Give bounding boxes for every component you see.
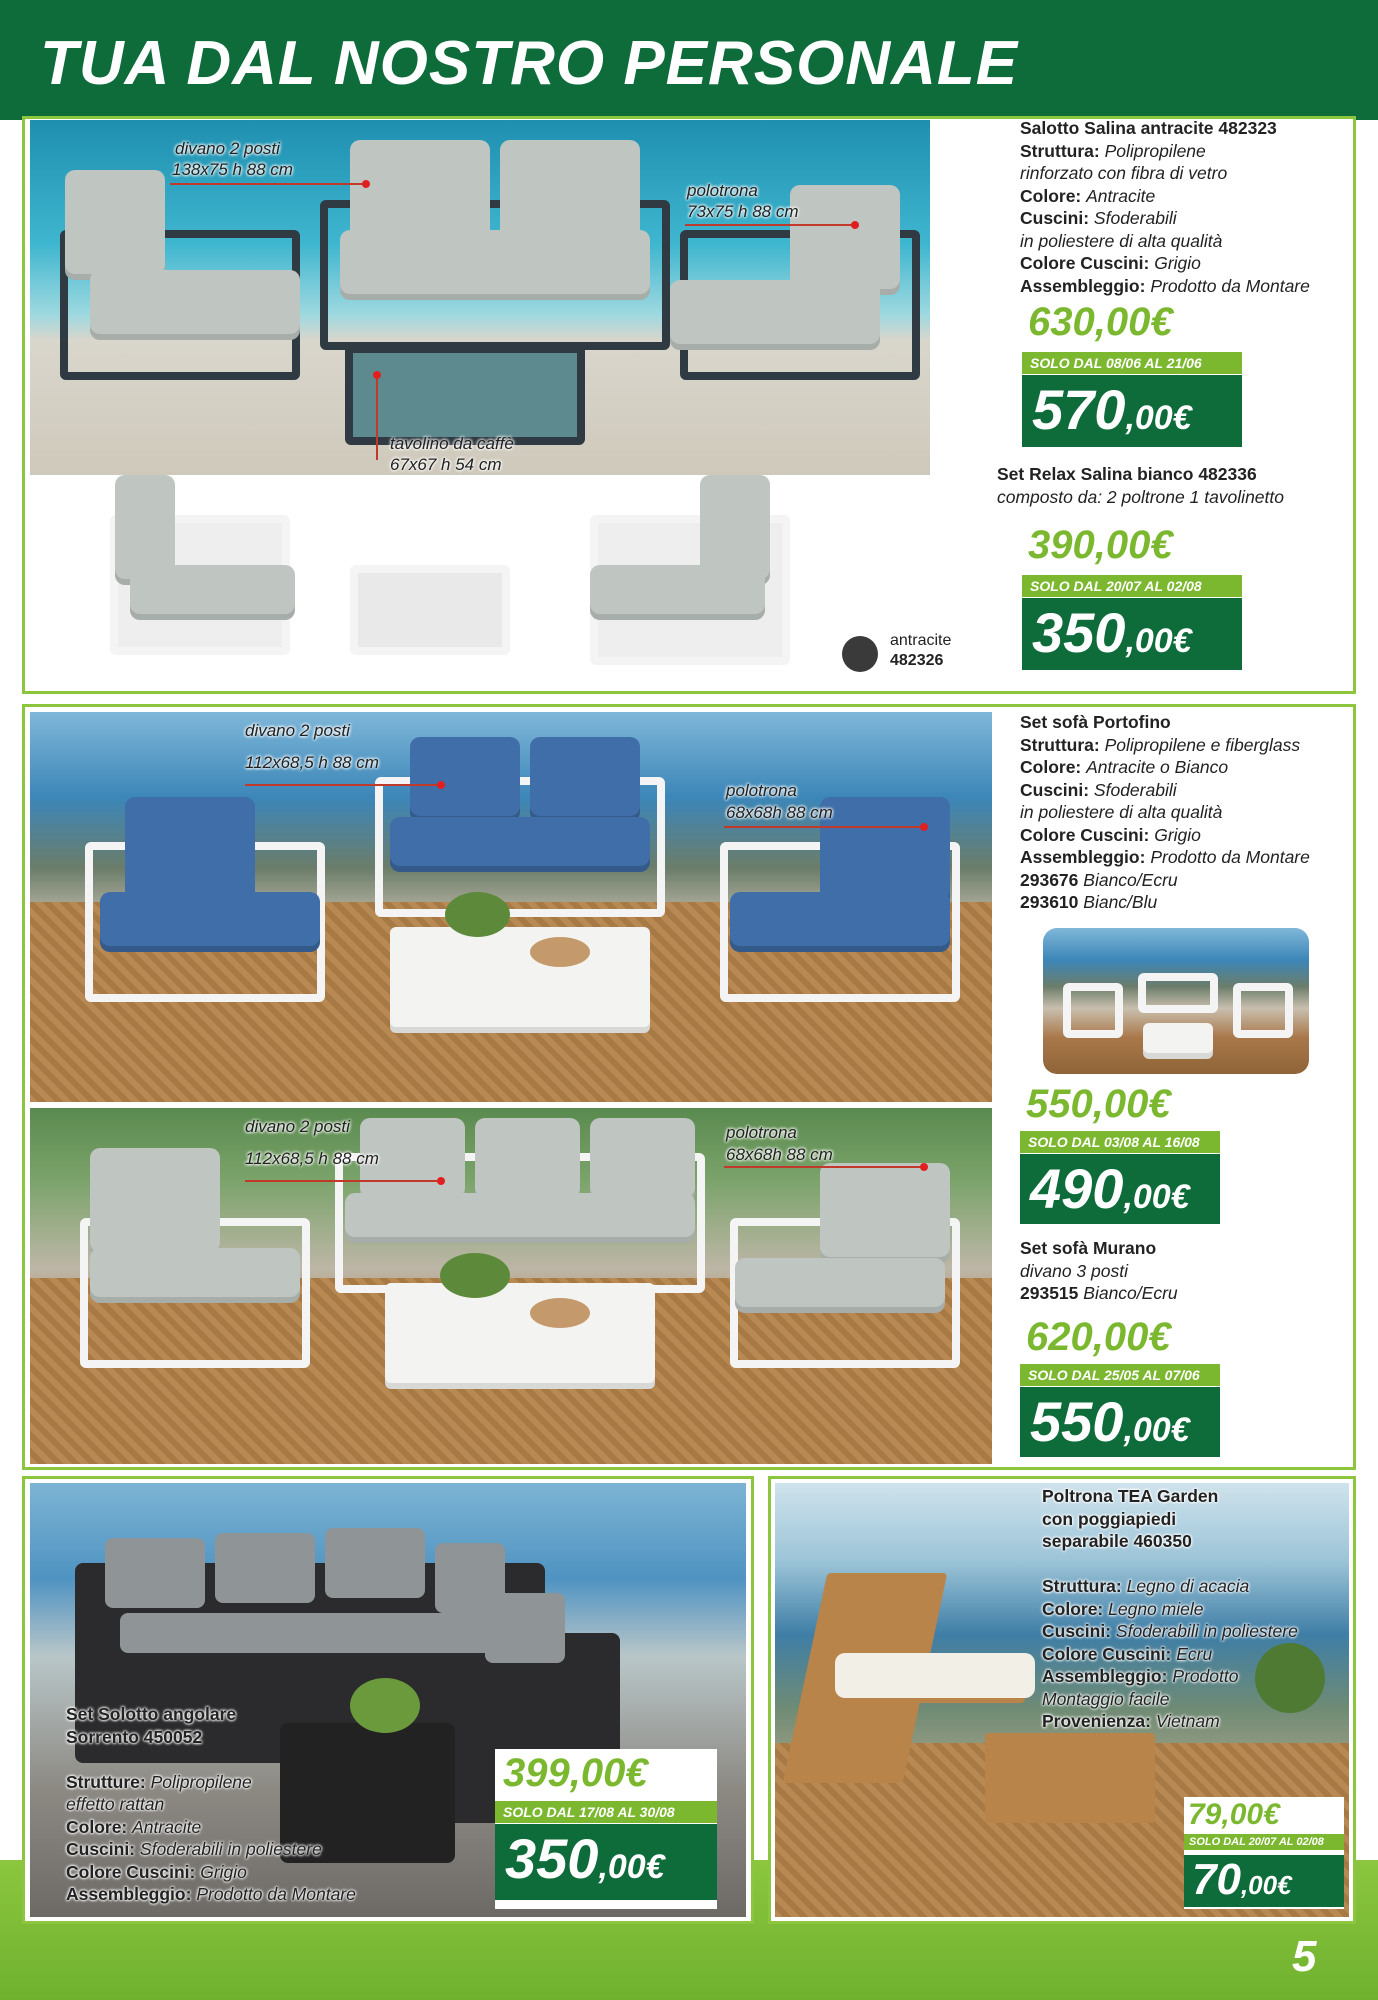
spec-key: Provenienza: xyxy=(1042,1711,1151,1731)
spec-value: Prodotto da Montare xyxy=(1150,847,1310,867)
product-title: con poggiapiedi xyxy=(1042,1508,1177,1529)
spec-key: Assembleggio: xyxy=(1020,847,1146,867)
dim-sofa-size: 112x68,5 h 88 cm xyxy=(245,753,379,772)
spec-value: Polipropilene xyxy=(150,1771,252,1792)
swatch-code: 482326 xyxy=(890,652,944,669)
spec-value: Prodotto da Montare xyxy=(196,1884,356,1904)
spec-value: Antracite xyxy=(1086,185,1156,206)
dim-table-label: tavolino da caffè xyxy=(390,434,514,453)
spec-value: Legno di acacia xyxy=(1126,1576,1250,1596)
product-variant: Bianco/Ecru xyxy=(1083,869,1178,890)
dim-armchair-size: 68x68h 88 cm xyxy=(726,803,833,822)
product-code: 293610 xyxy=(1020,892,1079,912)
spec-value: in poliestere di alta qualità xyxy=(1020,802,1223,822)
spec-key: Cuscini: xyxy=(1020,779,1090,800)
swatch-name: antracite xyxy=(890,632,952,649)
dim-armchair-line xyxy=(724,826,924,828)
new-price-int: 350 xyxy=(505,1827,599,1890)
spec-key: Colore Cuscini: xyxy=(66,1861,196,1882)
spec-key: Assembleggio: xyxy=(1042,1666,1168,1686)
spec-key: Colore: xyxy=(1020,757,1082,777)
new-price xyxy=(1020,1154,1220,1224)
new-price-dec: ,00€ xyxy=(1125,399,1192,437)
new-price xyxy=(1022,375,1242,447)
spec-key: Cuscini: xyxy=(1020,208,1090,228)
dim-sofa-dot xyxy=(362,180,370,188)
product-title: Set Relax Salina bianco 482336 xyxy=(997,464,1257,484)
spec-value: rinforzato con fibra di vetro xyxy=(1020,163,1228,183)
spec-key: Colore Cuscini: xyxy=(1020,253,1150,273)
product-code: 293515 xyxy=(1020,1283,1079,1303)
spec-value: Polipropilene xyxy=(1104,140,1206,161)
dim-sofa-line xyxy=(170,183,365,185)
spec-value: Prodotto da Montare xyxy=(1150,275,1310,296)
spec-value: Legno miele xyxy=(1108,1598,1204,1619)
new-price xyxy=(1020,1387,1220,1457)
product-code: 293676 xyxy=(1020,869,1079,890)
product-subtitle: divano 3 posti xyxy=(1020,1260,1128,1281)
spec-value: Grigio xyxy=(200,1861,247,1882)
dim-sofa-dot xyxy=(437,1177,445,1185)
dim-table-line xyxy=(376,375,378,460)
product-title: Salotto Salina antracite 482323 xyxy=(1020,118,1277,138)
new-price-int: 490 xyxy=(1030,1157,1124,1220)
color-swatch xyxy=(842,636,878,672)
product-variant: Bianco/Ecru xyxy=(1083,1283,1178,1303)
dim-table-dot xyxy=(373,371,381,379)
spec-tea-garden xyxy=(1042,1485,1298,1733)
dim-sofa-label: divano 2 posti xyxy=(245,1117,350,1136)
dim-sofa-size: 112x68,5 h 88 cm xyxy=(245,1149,379,1168)
new-price-dec: ,00€ xyxy=(1123,1178,1190,1216)
dim-sofa-size: 138x75 h 88 cm xyxy=(172,160,293,179)
dim-sofa-dot xyxy=(437,781,445,789)
spec-value: Ecru xyxy=(1176,1643,1213,1664)
product-title: Set Solotto angolare xyxy=(66,1704,237,1724)
old-price: 630,00€ xyxy=(1028,300,1173,344)
spec-value: Sfoderabili in poliestere xyxy=(139,1839,322,1859)
spec-key: Colore: xyxy=(1042,1598,1104,1619)
spec-value: Polipropilene e fiberglass xyxy=(1104,734,1301,755)
spec-value: effetto rattan xyxy=(66,1794,165,1814)
spec-value: Vietnam xyxy=(1155,1711,1220,1731)
spec-value: Sfoderabili xyxy=(1093,779,1177,800)
dim-sofa-line xyxy=(245,1180,440,1182)
spec-value: Prodotto xyxy=(1172,1666,1239,1686)
new-price-int: 570 xyxy=(1032,378,1126,441)
dim-armchair-dot xyxy=(851,221,859,229)
photo-relax-salina xyxy=(30,475,860,685)
spec-value: Antracite xyxy=(132,1816,202,1837)
promo-dates: SOLO DAL 20/07 AL 02/08 xyxy=(1184,1834,1344,1850)
spec-value: Sfoderabili in poliestere xyxy=(1115,1621,1298,1641)
spec-key: Strutture: xyxy=(66,1771,146,1792)
spec-key: Assembleggio: xyxy=(66,1884,192,1904)
dim-sofa-label: divano 2 posti xyxy=(175,139,280,158)
spec-murano xyxy=(1020,1237,1178,1305)
photo-set-portofino xyxy=(30,712,992,1102)
spec-key: Struttura: xyxy=(1042,1576,1122,1596)
spec-key: Cuscini: xyxy=(1042,1621,1112,1641)
dim-armchair-line xyxy=(685,224,855,226)
dim-table-size: 67x67 h 54 cm xyxy=(390,455,502,474)
dim-sofa-line xyxy=(245,784,440,786)
product-title: Sorrento 450052 xyxy=(66,1726,203,1747)
photo-set-murano xyxy=(30,1108,992,1464)
product-variant: Bianc/Blu xyxy=(1083,892,1158,912)
dim-armchair-label: polotrona xyxy=(726,781,797,800)
product-title: Poltrona TEA Garden xyxy=(1042,1486,1219,1506)
old-price: 399,00€ xyxy=(503,1751,648,1795)
spec-key: Cuscini: xyxy=(66,1839,136,1859)
swatch-label xyxy=(890,631,951,671)
product-title: separabile 460350 xyxy=(1042,1531,1192,1551)
dim-armchair-dot xyxy=(920,823,928,831)
photo-portofino-thumb xyxy=(1043,928,1309,1074)
new-price-int: 550 xyxy=(1030,1390,1124,1453)
spec-value: Grigio xyxy=(1154,824,1201,845)
new-price xyxy=(1184,1855,1344,1907)
spec-relax-salina xyxy=(997,463,1284,508)
page-title: TUA DAL NOSTRO PERSONALE xyxy=(40,29,1019,98)
spec-key: Colore Cuscini: xyxy=(1020,824,1150,845)
photo-salotto-salina xyxy=(30,120,930,475)
promo-dates: SOLO DAL 17/08 AL 30/08 xyxy=(495,1801,717,1823)
old-price: 550,00€ xyxy=(1026,1082,1171,1126)
old-price: 620,00€ xyxy=(1026,1315,1171,1359)
spec-key: Struttura: xyxy=(1020,734,1100,755)
dim-sofa-label: divano 2 posti xyxy=(245,721,350,740)
page-number: 5 xyxy=(1292,1932,1317,1981)
product-subtitle: composto da: 2 poltrone 1 tavolinetto xyxy=(997,486,1284,507)
spec-salotto-salina xyxy=(1020,117,1310,297)
product-title: Set sofà Portofino xyxy=(1020,712,1171,732)
new-price xyxy=(495,1824,717,1900)
new-price-int: 70 xyxy=(1192,1855,1241,1904)
spec-sorrento xyxy=(66,1703,356,1906)
spec-value: Sfoderabili xyxy=(1093,208,1177,228)
dim-armchair-size: 73x75 h 88 cm xyxy=(687,202,799,221)
dim-armchair-size: 68x68h 88 cm xyxy=(726,1145,833,1164)
spec-value: Montaggio facile xyxy=(1042,1688,1170,1709)
spec-portofino xyxy=(1020,711,1310,914)
new-price-dec: ,00€ xyxy=(1240,1870,1292,1900)
product-title: Set sofà Murano xyxy=(1020,1238,1157,1258)
spec-value: in poliestere di alta qualità xyxy=(1020,230,1223,251)
dim-armchair-label: polotrona xyxy=(687,181,758,200)
promo-dates: SOLO DAL 25/05 AL 07/06 xyxy=(1020,1364,1220,1386)
spec-key: Colore: xyxy=(66,1816,128,1837)
spec-key: Struttura: xyxy=(1020,140,1100,161)
promo-dates: SOLO DAL 20/07 AL 02/08 xyxy=(1022,575,1242,597)
dim-armchair-line xyxy=(724,1166,924,1168)
spec-key: Colore: xyxy=(1020,185,1082,206)
promo-dates: SOLO DAL 08/06 AL 21/06 xyxy=(1022,352,1242,374)
new-price-dec: ,00€ xyxy=(1125,622,1192,660)
new-price-dec: ,00€ xyxy=(1123,1411,1190,1449)
promo-dates: SOLO DAL 03/08 AL 16/08 xyxy=(1020,1131,1220,1153)
dim-armchair-label: polotrona xyxy=(726,1123,797,1142)
dim-armchair-dot xyxy=(920,1163,928,1171)
new-price xyxy=(1022,598,1242,670)
new-price-int: 350 xyxy=(1032,601,1126,664)
spec-key: Assembleggio: xyxy=(1020,275,1146,296)
old-price: 390,00€ xyxy=(1028,523,1173,567)
old-price: 79,00€ xyxy=(1188,1798,1280,1831)
spec-value: Grigio xyxy=(1154,253,1201,273)
new-price-dec: ,00€ xyxy=(598,1848,665,1886)
spec-value: Antracite o Bianco xyxy=(1086,757,1229,777)
spec-key: Colore Cuscini: xyxy=(1042,1643,1172,1664)
